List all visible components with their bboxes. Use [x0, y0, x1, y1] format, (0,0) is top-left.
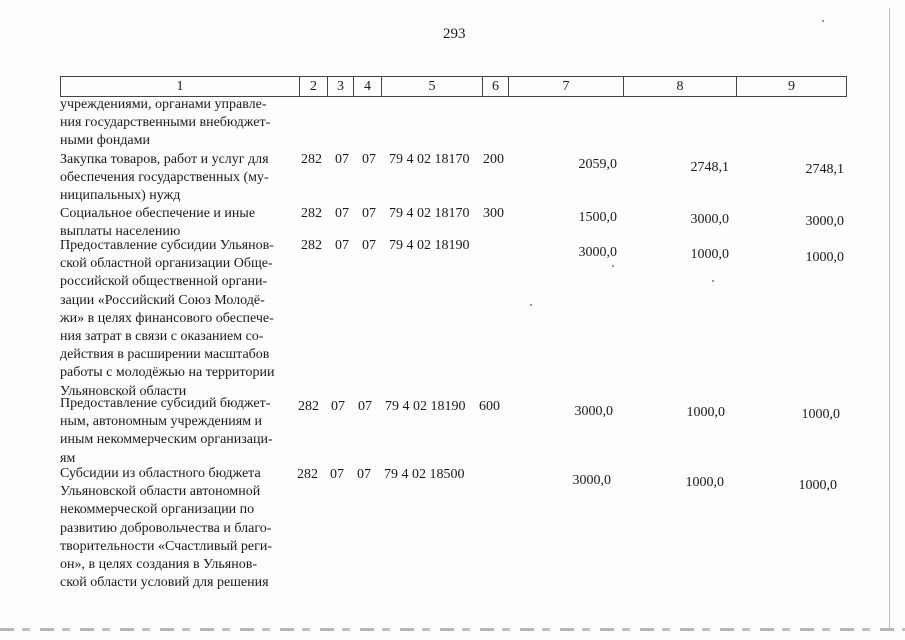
cell-amount-col8: 2748,1: [690, 160, 729, 175]
cell-target-article: 79 4 02 18170: [389, 152, 470, 167]
header-col-1: 1: [61, 77, 300, 96]
cell-expense-type: 300: [483, 206, 504, 221]
cell-amount-col9: 1000,0: [805, 250, 844, 265]
header-col-8: 8: [624, 77, 737, 96]
desc-line: творительности «Счастливый реги-: [60, 538, 272, 554]
cell-section: 07: [335, 152, 349, 167]
header-col-9: 9: [788, 79, 795, 94]
cell-target-article: 79 4 02 18190: [385, 399, 466, 414]
cell-section: 07: [335, 238, 349, 253]
desc-line: Предоставление субсидий бюджет-: [60, 396, 271, 411]
cell-subsection: 07: [358, 399, 372, 414]
desc-line: жи» в целях финансового обеспече-: [60, 310, 274, 326]
cell-ministry: 282: [301, 152, 322, 167]
row-description: [60, 96, 296, 151]
row-description: [60, 205, 296, 241]
desc-line: ской области условий для решения: [60, 575, 269, 591]
cell-amount-col8: 1000,0: [686, 405, 725, 420]
cell-target-article: 79 4 02 18170: [389, 206, 470, 221]
cell-subsection: 07: [362, 206, 376, 221]
header-col-2: 2: [300, 77, 328, 96]
cell-target-article: 79 4 02 18500: [384, 467, 465, 482]
desc-line: учреждениями, органами управле-: [60, 97, 267, 112]
desc-line: Предоставление субсидии Ульянов-: [60, 238, 274, 253]
cell-amount-col7: 1500,0: [578, 210, 617, 225]
cell-ministry: 282: [301, 206, 322, 221]
desc-line: он», в целях создания в Ульянов-: [60, 557, 258, 573]
cell-amount-col8: 1000,0: [690, 247, 729, 262]
desc-line: обеспечения государственных (му-: [60, 170, 269, 186]
desc-line: Ульяновской области: [60, 383, 187, 399]
cell-target-article: 79 4 02 18190: [389, 238, 470, 253]
cell-amount-col7: 2059,0: [578, 157, 617, 172]
desc-line: Закупка товаров, работ и услуг для: [60, 152, 269, 167]
cell-subsection: 07: [362, 152, 376, 167]
cell-section: 07: [331, 399, 345, 414]
cell-ministry: 282: [298, 399, 319, 414]
row-description: [60, 237, 296, 401]
desc-line: ния государственными внебюджет-: [60, 115, 271, 131]
cell-amount-col9: 1000,0: [798, 478, 837, 493]
cell-subsection: 07: [357, 467, 371, 482]
cell-amount-col7: 3000,0: [572, 473, 611, 488]
desc-line: ской областной организации Обще-: [60, 256, 273, 272]
desc-line: Социальное обеспечение и иные: [60, 206, 256, 221]
desc-line: работы с молодёжью на территории: [60, 365, 275, 381]
desc-line: ным, автономным учреждениям и: [60, 414, 263, 430]
cell-amount-col9: 1000,0: [801, 407, 840, 422]
row-description: [60, 395, 296, 468]
cell-amount-col7: 3000,0: [574, 404, 613, 419]
cell-amount-col8: 3000,0: [690, 212, 729, 227]
desc-line: ными фондами: [60, 133, 151, 149]
desc-line: иным некоммерческим организаци-: [60, 432, 273, 448]
page-number: 293: [443, 26, 466, 42]
desc-line: развитию добровольчества и благо-: [60, 520, 272, 536]
scan-bottom-edge: [0, 628, 905, 631]
cell-section: 07: [335, 206, 349, 221]
cell-section: 07: [330, 467, 344, 482]
desc-line: Субсидии из областного бюджета: [60, 466, 261, 481]
desc-line: ям: [60, 450, 76, 466]
scan-speck: [822, 20, 824, 22]
desc-line: выплаты населению: [60, 224, 181, 240]
table-header-row: [60, 76, 847, 97]
scan-speck: [530, 304, 532, 306]
row-description: [60, 151, 296, 206]
cell-expense-type: 600: [479, 399, 500, 414]
scan-speck: [612, 265, 614, 267]
cell-expense-type: 200: [483, 152, 504, 167]
page-edge-line: [889, 8, 890, 628]
desc-line: российской общественной органи-: [60, 274, 268, 290]
desc-line: действия в расширении масштабов: [60, 347, 270, 363]
cell-ministry: 282: [301, 238, 322, 253]
header-col-6: 6: [483, 77, 509, 96]
cell-subsection: 07: [362, 238, 376, 253]
header-col-3: 3: [328, 77, 354, 96]
desc-line: Ульяновской области автономной: [60, 484, 261, 500]
desc-line: зации «Российский Союз Молодё-: [60, 292, 265, 308]
cell-amount-col7: 3000,0: [578, 245, 617, 260]
header-col-7: 7: [509, 77, 624, 96]
header-col-5: 5: [382, 77, 483, 96]
scan-speck: [712, 280, 714, 282]
cell-amount-col9: 3000,0: [805, 214, 844, 229]
header-col-4: 4: [354, 77, 382, 96]
desc-line: ния затрат в связи с оказанием со-: [60, 329, 264, 345]
desc-line: ниципальных) нужд: [60, 188, 181, 204]
desc-line: некоммерческой организации по: [60, 502, 255, 518]
cell-ministry: 282: [297, 467, 318, 482]
cell-amount-col8: 1000,0: [685, 475, 724, 490]
row-description: [60, 465, 296, 592]
cell-amount-col9: 2748,1: [805, 162, 844, 177]
